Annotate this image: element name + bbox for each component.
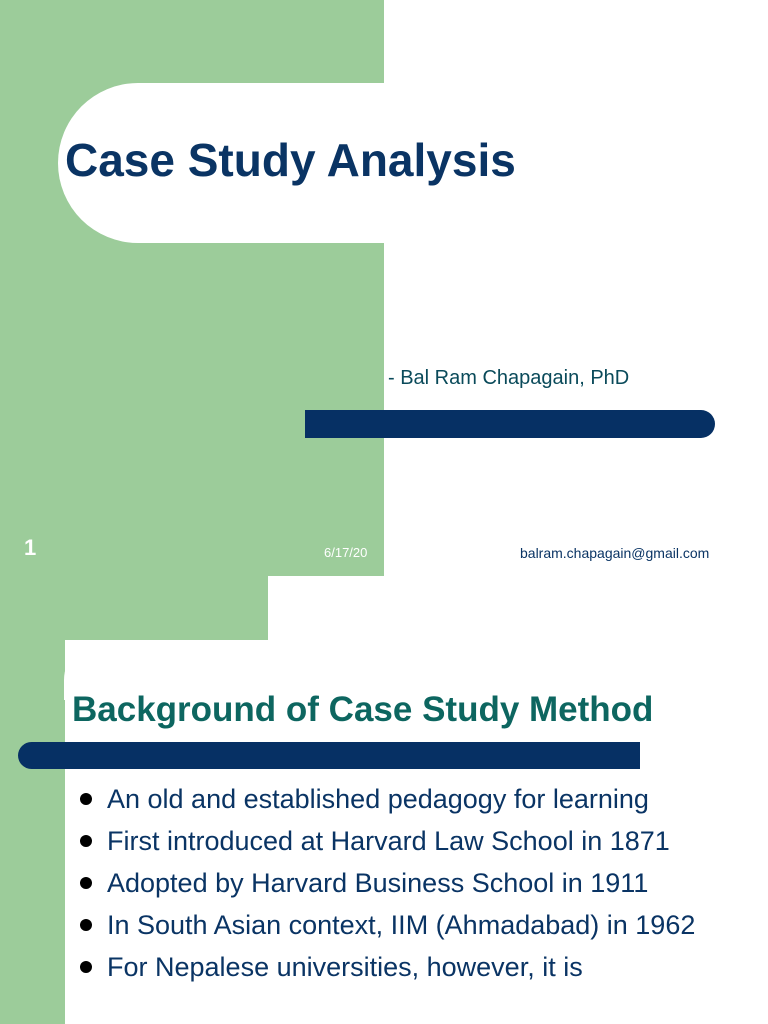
bullet-dot-icon bbox=[80, 961, 92, 973]
decorative-bar bbox=[305, 410, 715, 438]
author-line: - Bal Ram Chapagain, PhD bbox=[388, 367, 630, 389]
slide-title-text: Case Study Analysis bbox=[65, 134, 516, 186]
slide-date: 6/17/20 bbox=[324, 545, 368, 560]
bullet-text: For Nepalese universities, however, it is bbox=[107, 952, 583, 982]
green-left-strip bbox=[0, 576, 65, 1024]
decorative-bar bbox=[18, 742, 640, 769]
bullet-dot-icon bbox=[80, 919, 92, 931]
bullet-item bbox=[78, 865, 750, 902]
bullet-item bbox=[78, 823, 750, 860]
bullet-item bbox=[78, 781, 750, 818]
slide-background bbox=[0, 576, 768, 1024]
bullet-item bbox=[78, 907, 750, 944]
author-email: balram.chapagain@gmail.com bbox=[520, 545, 710, 561]
bullet-list bbox=[78, 781, 750, 991]
bullet-text: First introduced at Harvard Law School in 1871 bbox=[107, 826, 670, 856]
bullet-text: Adopted by Harvard Business School in 1911 bbox=[107, 868, 649, 898]
bullet-dot-icon bbox=[80, 793, 92, 805]
green-top-block bbox=[0, 576, 268, 640]
bullet-item bbox=[78, 949, 750, 986]
slide-number: 1 bbox=[24, 535, 37, 560]
section-heading: Background of Case Study Method bbox=[72, 690, 654, 729]
bullet-dot-icon bbox=[80, 877, 92, 889]
bullet-dot-icon bbox=[80, 835, 92, 847]
bullet-text: An old and established pedagogy for learning bbox=[107, 784, 649, 814]
bullet-text: In South Asian context, IIM (Ahmadabad) in 1962 bbox=[107, 910, 696, 940]
